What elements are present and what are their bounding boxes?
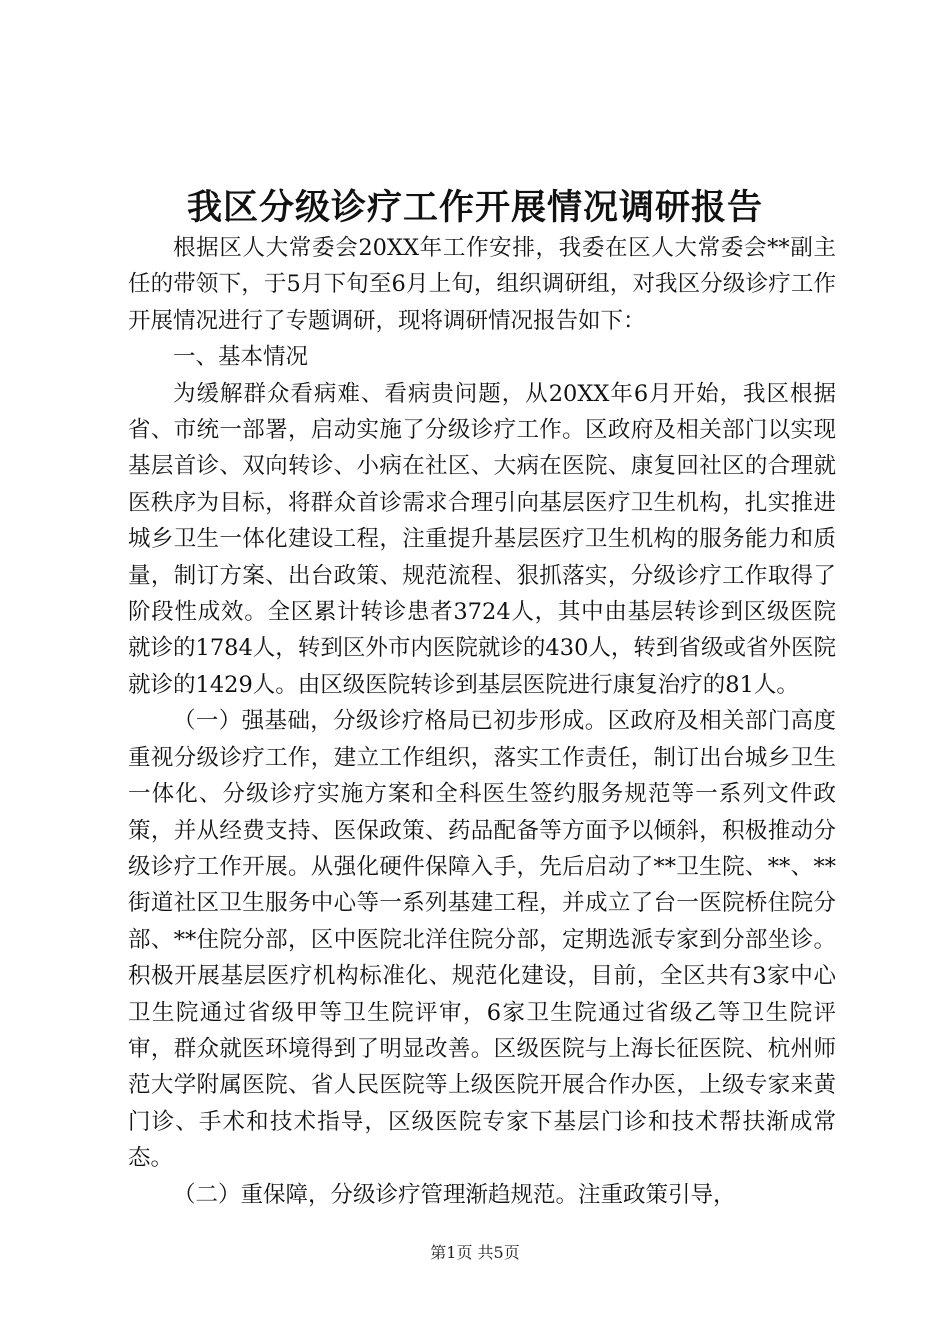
paragraph-overview: 为缓解群众看病难、看病贵问题，从20XX年6月开始，我区根据省、市统一部署，启动实施了分级诊疗工作。区政府及相关部门以实现基层首诊、双向转诊、小病在社区、大病在医院、康复回社区的合理就医秩序为目标，将群众首诊需求合理引向基层医疗卫生机构，扎实推进城乡卫生一体化建设工程，注重提升基层医疗卫生机构的服务能力和质量，制订方案、出台政策、规范流程、狠抓落实，分级诊疗工作取得了阶段性成效。全区累计转诊患者3724人，其中由基层转诊到区级医院就诊的1784人，转到区外市内医院就诊的430人，转到省级或省外医院就诊的1429人。由区级医院转诊到基层医院进行康复治疗的81人。: [128, 380, 836, 698]
paragraph-section-one: （一）强基础，分级诊疗格局已初步形成。区政府及相关部门高度重视分级诊疗工作，建立工作组织，落实工作责任，制订出台城乡卫生一体化、分级诊疗实施方案和全科医生签约服务规范等一系列文件政策，并从经费支持、医保政策、药品配备等方面予以倾斜，积极推动分级诊疗工作开展。从强化硬件保障入手，先后启动了**卫生院、**、**街道社区卫生服务中心等一系列基建工程，并成立了台一医院桥住院分部、**住院分部，区中医院北洋住院分部，定期选派专家到分部坐诊。积极开展基层医疗机构标准化、规范化建设，目前，全区共有3家中心卫生院通过省级甲等卫生院评审，6家卫生院通过省级乙等卫生院评审，群众就医环境得到了明显改善。区级医院与上海长征医院、杭州师范大学附属医院、省人民医院等上级医院开展合作办医，上级专家来黄门诊、手术和技术指导，区级医院专家下基层门诊和技术帮扶渐成常态。: [128, 708, 836, 1172]
paragraph-section-two: （二）重保障，分级诊疗管理渐趋规范。注重政策引导，: [173, 1181, 736, 1208]
paragraph-intro: 根据区人大常委会20XX年工作安排，我委在区人大常委会**副主任的带领下，于5月下旬至6月上旬，组织调研组，对我区分级诊疗工作开展情况进行了专题调研，现将调研情况报告如下：: [128, 235, 836, 334]
section-heading-basic: 一、基本情况: [173, 344, 309, 371]
document-body: [128, 230, 836, 1213]
page-number-footer: 第1页 共5页: [430, 1243, 520, 1262]
document-title: 我区分级诊疗工作开展情况调研报告: [186, 187, 763, 228]
